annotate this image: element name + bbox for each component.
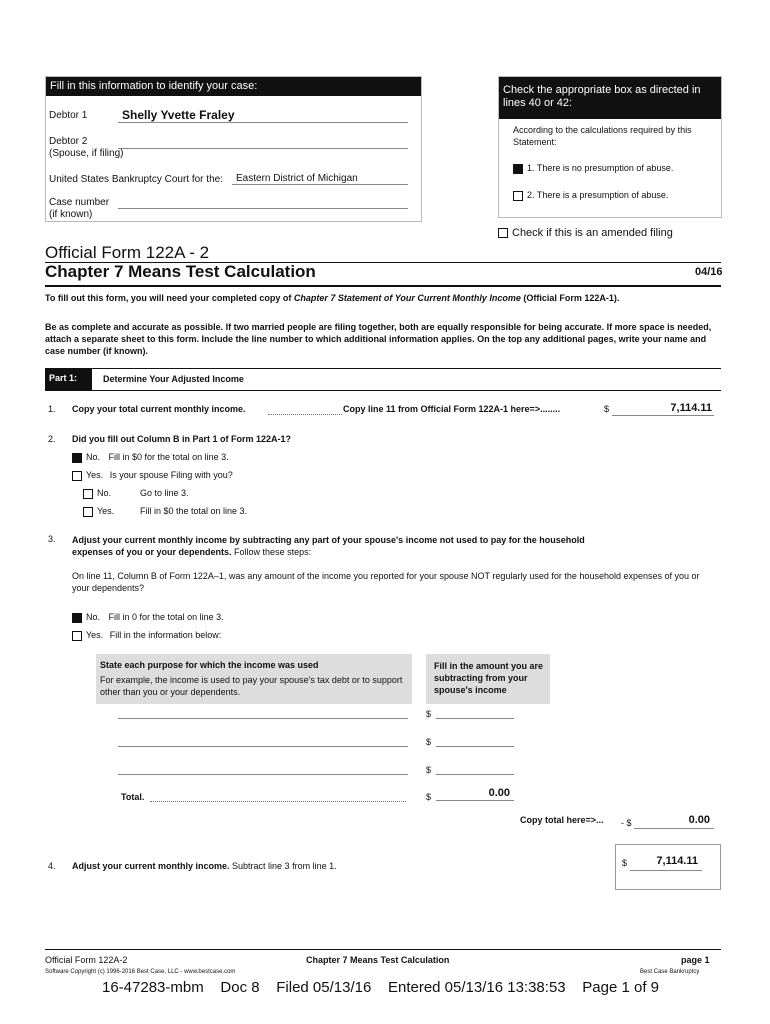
total-leader <box>150 792 406 802</box>
line3-text-bold: Adjust your current monthly income by subtracting any part of your spouse's income not used to pay for the household expenses of you or your dependents. <box>72 535 585 557</box>
case-number-label: Case number <box>49 197 110 208</box>
line1-number: 1. <box>48 404 56 414</box>
purpose-amount-currency-1: $ <box>426 709 432 719</box>
debtor2-sub: (Spouse, if filing) <box>49 148 124 159</box>
purpose-field-2[interactable] <box>118 734 408 747</box>
official-form-number: Official Form 122A - 2 <box>45 243 210 262</box>
purpose-table-head-sub: For example, the income is used to pay your spouse's tax debt or to support other than you or your dependents. <box>100 675 403 697</box>
line2-no-checkbox[interactable] <box>72 453 82 463</box>
line2-no-option[interactable] <box>72 452 229 463</box>
purpose-amount-field-2[interactable] <box>436 734 514 747</box>
court-label: United States Bankruptcy Court for the: <box>49 174 223 185</box>
purpose-table-head-amount: Fill in the amount you are subtracting from your spouse's income <box>434 661 544 695</box>
line3-yes-option[interactable] <box>72 630 221 641</box>
line2-sub-no-checkbox[interactable] <box>83 489 93 499</box>
presumption-header: Check the appropriate box as directed in lines 40 or 42: <box>499 77 721 119</box>
part1-bottom-rule <box>45 390 721 391</box>
no-presumption-checkbox[interactable] <box>513 164 523 174</box>
purpose-amount-field-1[interactable] <box>436 706 514 719</box>
footer-form-number: Official Form 122A-2 <box>45 955 128 965</box>
line2-no-label: No. <box>86 452 101 462</box>
amended-filing-option[interactable] <box>498 227 673 239</box>
purpose-amount-field-3[interactable] <box>436 762 514 775</box>
line3-yes-checkbox[interactable] <box>72 631 82 641</box>
copy-total-amount: 0.00 <box>688 814 710 826</box>
presumption-checkbox[interactable] <box>513 191 523 201</box>
amended-filing-checkbox[interactable] <box>498 228 508 238</box>
page-title: Chapter 7 Means Test Calculation <box>45 262 316 281</box>
purpose-field-1[interactable] <box>118 706 408 719</box>
line4-currency: $ <box>622 858 628 868</box>
footer-copyright: Software Copyright (c) 1996-2016 Best Case, LLC - www.bestcase.com <box>45 969 236 975</box>
line2-number: 2. <box>48 434 56 444</box>
presumption-intro: According to the calculations required by this Statement: <box>513 125 692 147</box>
line3-no-label: No. <box>86 612 101 622</box>
intro-paragraph-2: Be as complete and accurate as possible. If two married people are filing together, both are equally responsible for being accurate. If more space is needed, attach a separate sheet to this form. Include the line number to which additional information applies. On the top any additional pages, write your name and case number (if known). <box>45 322 712 356</box>
debtor1-label: Debtor 1 <box>49 110 88 121</box>
line2-sub-no-label: No. <box>97 488 112 498</box>
case-number-field[interactable] <box>118 194 408 209</box>
line2-yes-option[interactable] <box>72 470 233 481</box>
identify-header: Fill in this information to identify your case: <box>46 77 421 96</box>
line3-yes-detail: Fill in the information below: <box>109 630 222 640</box>
footer-rule <box>45 949 721 950</box>
line2-sub-no-detail: Go to line 3. <box>140 488 189 498</box>
purpose-table-head-title: State each purpose for which the income was used <box>100 660 319 670</box>
part1-tag: Part 1: <box>45 368 92 390</box>
line4-text <box>72 861 337 871</box>
line3-text <box>72 534 612 558</box>
footer-title: Chapter 7 Means Test Calculation <box>306 955 450 965</box>
title-bottom-rule <box>45 285 721 287</box>
intro1-part-c: (Official Form 122A-1). <box>520 293 620 303</box>
intro1-part-a: To fill out this form, you will need your completed copy of <box>45 293 294 303</box>
purpose-amount-currency-2: $ <box>426 737 432 747</box>
presumption-option[interactable] <box>513 190 668 201</box>
line4-text-plain: Subtract line 3 from line 1. <box>229 861 337 871</box>
purpose-amount-currency-3: $ <box>426 765 432 775</box>
total-amount: 0.00 <box>488 787 510 799</box>
part1-title: Determine Your Adjusted Income <box>103 374 244 384</box>
court-filing-stamp: 16-47283-mbm Doc 8 Filed 05/13/16 Entered 05/13/16 13:38:53 Page 1 of 9 <box>102 979 660 996</box>
line2-text: Did you fill out Column B in Part 1 of Form 122A-1? <box>72 434 292 444</box>
line2-sub-yes-label: Yes. <box>97 506 115 516</box>
line1-leader <box>268 405 342 415</box>
footer-brand: Best Case Bankruptcy <box>640 969 700 975</box>
line2-yes-checkbox[interactable] <box>72 471 82 481</box>
no-presumption-label: 1. There is no presumption of abuse. <box>527 163 674 173</box>
line3-text-plain: Follow these steps: <box>231 547 312 557</box>
line2-sub-yes-option[interactable] <box>83 506 114 517</box>
amended-filing-label: Check if this is an amended filing <box>512 227 673 239</box>
line3-no-option[interactable] <box>72 612 224 623</box>
line1-copy-instruction: Copy line 11 from Official Form 122A-1 here=>........ <box>343 404 561 414</box>
total-label: Total. <box>121 792 145 802</box>
line2-no-detail: Fill in $0 for the total on line 3. <box>108 452 229 462</box>
intro-paragraph-1 <box>45 293 725 303</box>
line4-text-bold: Adjust your current monthly income. <box>72 861 230 871</box>
line3-number: 3. <box>48 534 56 544</box>
debtor2-field[interactable] <box>118 134 408 149</box>
line2-sub-yes-detail: Fill in $0 the total on line 3. <box>140 506 248 516</box>
debtor1-value: Shelly Yvette Fraley <box>122 108 235 122</box>
line1-amount: 7,114.11 <box>670 402 712 414</box>
line1-text: Copy your total current monthly income. <box>72 404 246 414</box>
case-number-sub: (if known) <box>49 209 93 220</box>
line2-yes-detail: Is your spouse Filing with you? <box>109 470 233 480</box>
line2-sub-no-option[interactable] <box>83 488 111 499</box>
no-presumption-option[interactable] <box>513 163 673 174</box>
line4-amount: 7,114.11 <box>656 855 698 867</box>
line2-yes-label: Yes. <box>86 470 104 480</box>
court-value: Eastern District of Michigan <box>236 173 358 184</box>
part1-header-rule <box>45 368 721 369</box>
debtor2-label: Debtor 2 <box>49 136 88 147</box>
intro1-part-b: Chapter 7 Statement of Your Current Monthly Income <box>293 293 521 303</box>
footer-page: page 1 <box>681 955 710 965</box>
presumption-label: 2. There is a presumption of abuse. <box>527 190 669 200</box>
line2-sub-yes-checkbox[interactable] <box>83 507 93 517</box>
line1-currency: $ <box>604 404 610 414</box>
line3-yes-label: Yes. <box>86 630 104 640</box>
line3-no-detail: Fill in 0 for the total on line 3. <box>108 612 224 622</box>
total-currency: $ <box>426 792 432 802</box>
copy-total-instruction: Copy total here=>... <box>520 815 604 825</box>
line4-number: 4. <box>48 861 56 871</box>
line3-no-checkbox[interactable] <box>72 613 82 623</box>
form-version: 04/16 <box>695 266 723 278</box>
copy-total-sign: - $ <box>621 818 632 828</box>
line3-question: On line 11, Column B of Form 122A–1, was any amount of the income you reported for your spouse NOT regularly used for the household expenses of you or your dependents? <box>72 571 700 593</box>
purpose-field-3[interactable] <box>118 762 408 775</box>
